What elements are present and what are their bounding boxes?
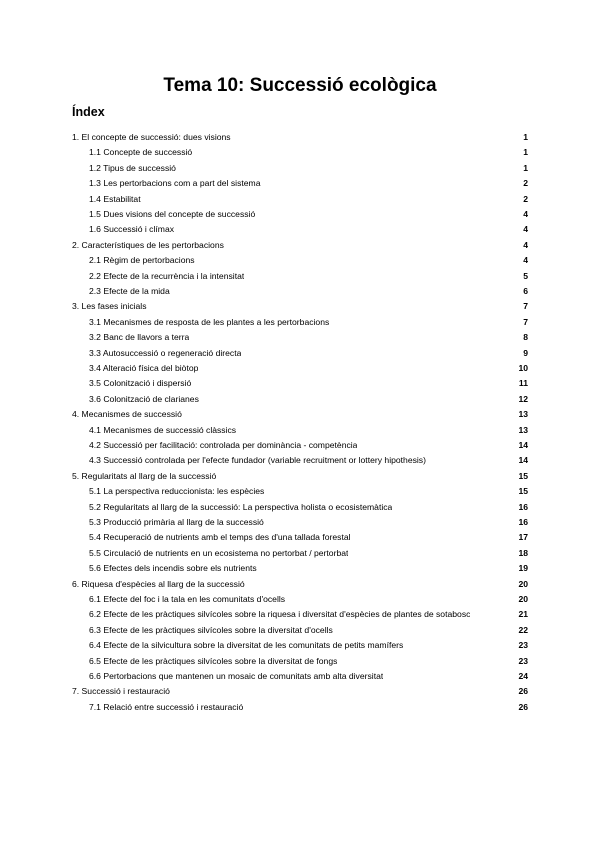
toc-entry-label: 3.3 Autosuccessió o regeneració directa xyxy=(89,347,242,358)
toc-entry-label: 3.2 Banc de llavors a terra xyxy=(89,332,190,343)
toc-entry-page-number: 6 xyxy=(523,286,528,296)
toc-section-entry[interactable] xyxy=(72,577,528,592)
toc-subsection-entry[interactable] xyxy=(89,638,528,653)
toc-subsection-entry[interactable] xyxy=(89,561,528,576)
document-title: Tema 10: Successió ecològica xyxy=(163,75,437,96)
toc-entry-label: 6.3 Efecte de les pràctiques silvícoles sobre la diversitat d'ocells xyxy=(89,624,333,635)
toc-entry-page-number: 20 xyxy=(518,594,528,604)
toc-subsection-entry[interactable] xyxy=(89,284,528,299)
toc-subsection-entry[interactable] xyxy=(89,607,528,622)
toc-entry-page-number: 1 xyxy=(523,162,528,173)
toc-entry-page-number: 4 xyxy=(523,224,528,235)
toc-entry-page-number: 15 xyxy=(518,470,528,481)
toc-section-entry[interactable] xyxy=(72,407,528,422)
toc-section-entry[interactable] xyxy=(72,130,528,145)
toc-entry-page-number: 14 xyxy=(518,455,528,466)
toc-entry-label: 5.4 Recuperació de nutrients amb el temps des d'una tallada forestal xyxy=(89,532,351,543)
toc-subsection-entry[interactable] xyxy=(89,145,528,160)
toc-entry-label: 7. Successió i restauració xyxy=(72,686,170,697)
toc-subsection-entry[interactable] xyxy=(89,222,528,237)
toc-entry-label: 6.5 Efecte de les pràctiques silvícoles sobre la diversitat de fongs xyxy=(89,655,338,666)
toc-subsection-entry[interactable] xyxy=(89,500,528,515)
toc-entry-page-number: 7 xyxy=(523,316,528,327)
toc-subsection-entry[interactable] xyxy=(89,530,528,545)
toc-section-entry[interactable] xyxy=(72,299,528,314)
toc-entry-label: 4.3 Successió controlada per l'efecte fundador (variable recruitment or lottery hipothesis) xyxy=(89,455,426,466)
toc-subsection-entry[interactable] xyxy=(89,546,528,561)
toc-entry-label: 3.6 Colonització de clarianes xyxy=(89,393,199,404)
toc-subsection-entry[interactable] xyxy=(89,176,528,191)
toc-subsection-entry[interactable] xyxy=(89,392,528,407)
toc-entry-page-number: 13 xyxy=(518,409,528,420)
toc-entry-page-number: 22 xyxy=(518,624,528,635)
toc-section-entry[interactable] xyxy=(72,469,528,484)
toc-entry-label: 1.1 Concepte de successió xyxy=(89,147,193,158)
toc-entry-label: 3.4 Alteració física del biòtop xyxy=(89,363,199,373)
toc-entry-label: 4.1 Mecanismes de successió clàssics xyxy=(89,424,237,435)
toc-entry-label: 6.4 Efecte de la silvicultura sobre la diversitat de les comunitats de petits mamífers xyxy=(89,640,404,651)
toc-subsection-entry[interactable] xyxy=(89,361,528,376)
toc-subsection-entry[interactable] xyxy=(89,423,528,438)
toc-entry-page-number: 5 xyxy=(523,270,528,281)
toc-entry-label: 6.1 Efecte del foc i la tala en les comunitats d'ocells xyxy=(89,594,286,604)
toc-entry-page-number: 24 xyxy=(518,671,528,681)
toc-entry-label: 3.5 Colonització i dispersió xyxy=(89,378,192,389)
toc-entry-label: 1.2 Tipus de successió xyxy=(89,162,176,173)
toc-entry-label: 6.2 Efecte de les pràctiques silvícoles sobre la riquesa i diversitat d'espècies de plantes de sotabosc xyxy=(89,609,471,620)
toc-entry-page-number: 4 xyxy=(523,209,528,219)
toc-entry-label: 2.3 Efecte de la mida xyxy=(89,286,170,296)
toc-entry-label: 3.1 Mecanismes de resposta de les plantes a les pertorbacions xyxy=(89,316,330,327)
toc-entry-label: 4.2 Successió per facilitació: controlada per dominància - competència xyxy=(89,440,358,450)
toc-entry-label: 7.1 Relació entre successió i restauració xyxy=(89,701,244,712)
toc-entry-label: 5.6 Efectes dels incendis sobre els nutrients xyxy=(89,563,257,574)
toc-subsection-entry[interactable] xyxy=(89,592,528,607)
toc-entry-page-number: 16 xyxy=(518,501,528,512)
toc-section-entry[interactable] xyxy=(72,684,528,699)
toc-entry-page-number: 13 xyxy=(518,424,528,435)
toc-entry-label: 2.1 Règim de pertorbacions xyxy=(89,255,195,266)
toc-subsection-entry[interactable] xyxy=(89,346,528,361)
toc-entry-label: 1.4 Estabilitat xyxy=(89,193,141,204)
toc-subsection-entry[interactable] xyxy=(89,253,528,268)
toc-entry-label: 5.2 Regularitats al llarg de la successió: La perspectiva holista o ecosistemàtica xyxy=(89,501,393,512)
toc-entry-page-number: 2 xyxy=(523,193,528,204)
toc-entry-label: 6.6 Pertorbacions que mantenen un mosaic de comunitats amb alta diversitat xyxy=(89,671,384,681)
toc-subsection-entry[interactable] xyxy=(89,207,528,222)
toc-entry-page-number: 20 xyxy=(518,578,528,589)
toc-entry-page-number: 26 xyxy=(518,701,528,712)
toc-section-entry[interactable] xyxy=(72,238,528,253)
toc-subsection-entry[interactable] xyxy=(89,453,528,468)
toc-entry-label: 2.2 Efecte de la recurrència i la intensitat xyxy=(89,270,245,281)
toc-entry-page-number: 9 xyxy=(523,347,528,358)
toc-entry-label: 1.3 Les pertorbacions com a part del sistema xyxy=(89,178,261,189)
toc-entry-label: 1. El concepte de successió: dues visions xyxy=(72,132,231,142)
toc-entry-page-number: 23 xyxy=(518,640,528,651)
toc-entry-page-number: 1 xyxy=(523,147,528,158)
toc-entry-page-number: 14 xyxy=(518,440,528,450)
toc-entry-label: 1.5 Dues visions del concepte de successió xyxy=(89,209,256,219)
toc-entry-page-number: 23 xyxy=(518,655,528,666)
toc-subsection-entry[interactable] xyxy=(89,623,528,638)
toc-entry-label: 5.3 Producció primària al llarg de la successió xyxy=(89,517,264,527)
toc-entry-page-number: 26 xyxy=(518,686,528,697)
toc-entry-label: 5. Regularitats al llarg de la successió xyxy=(72,470,217,481)
toc-entry-page-number: 19 xyxy=(518,563,528,574)
toc-subsection-entry[interactable] xyxy=(89,161,528,176)
index-heading: Índex xyxy=(72,105,105,119)
toc-subsection-entry[interactable] xyxy=(89,484,528,499)
toc-subsection-entry[interactable] xyxy=(89,376,528,391)
toc-entry-label: 5.5 Circulació de nutrients en un ecosistema no pertorbat / pertorbat xyxy=(89,547,349,558)
toc-subsection-entry[interactable] xyxy=(89,669,528,684)
toc-entry-page-number: 10 xyxy=(518,363,528,373)
toc-entry-page-number: 17 xyxy=(518,532,528,543)
toc-subsection-entry[interactable] xyxy=(89,315,528,330)
toc-entry-label: 1.6 Successió i clímax xyxy=(89,224,175,235)
toc-entry-label: 5.1 La perspectiva reduccionista: les espècies xyxy=(89,486,265,497)
toc-entry-page-number: 2 xyxy=(523,178,528,189)
toc-entry-page-number: 8 xyxy=(523,332,528,343)
toc-entry-page-number: 21 xyxy=(518,609,528,620)
toc-subsection-entry[interactable] xyxy=(89,330,528,345)
toc-entry-page-number: 11 xyxy=(518,378,528,389)
toc-entry-page-number: 1 xyxy=(523,132,528,142)
toc-entry-page-number: 7 xyxy=(523,301,528,312)
toc-entry-page-number: 4 xyxy=(523,255,528,266)
toc-entry-page-number: 18 xyxy=(518,547,528,558)
toc-entry-label: 2. Característiques de les pertorbacions xyxy=(72,239,224,250)
toc-entry-page-number: 15 xyxy=(518,486,528,497)
toc-subsection-entry[interactable] xyxy=(89,269,528,284)
toc-subsection-entry[interactable] xyxy=(89,438,528,453)
toc-entry-label: 4. Mecanismes de successió xyxy=(72,409,182,420)
toc-subsection-entry[interactable] xyxy=(89,192,528,207)
toc-entry-label: 6. Riquesa d'espècies al llarg de la successió xyxy=(72,578,245,589)
toc-subsection-entry[interactable] xyxy=(89,654,528,669)
toc-entry-page-number: 4 xyxy=(523,239,528,250)
toc-entry-page-number: 12 xyxy=(518,393,528,404)
toc-entry-page-number: 16 xyxy=(518,517,528,527)
toc-entry-label: 3. Les fases inicials xyxy=(72,301,147,312)
toc-subsection-entry[interactable] xyxy=(89,700,528,715)
toc-subsection-entry[interactable] xyxy=(89,515,528,530)
